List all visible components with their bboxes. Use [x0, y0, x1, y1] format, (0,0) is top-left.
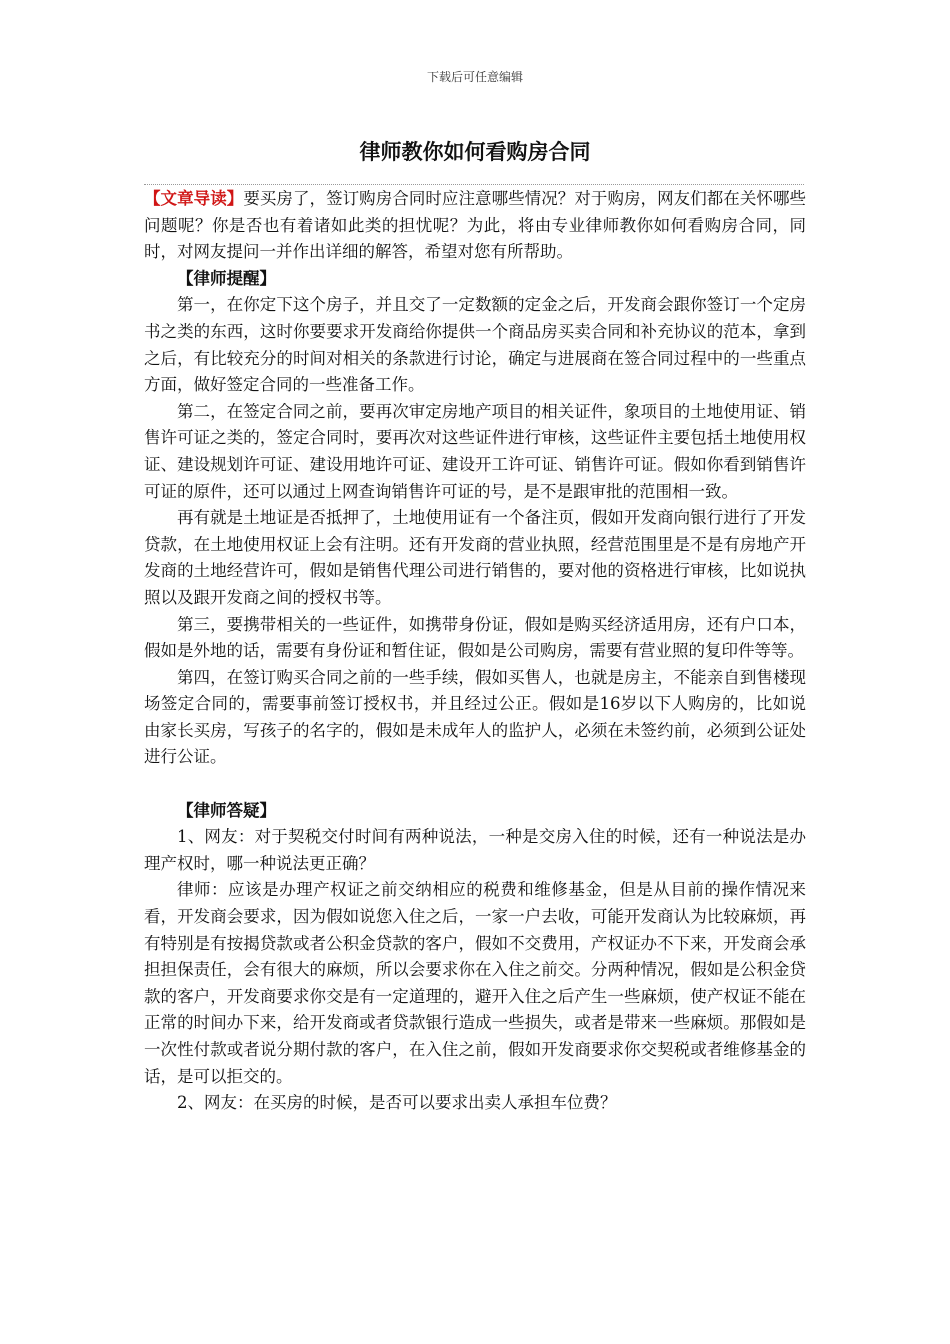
tip-paragraph: 第三，要携带相关的一些证件，如携带身份证，假如是购买经济适用房，还有户口本，假如是外地的话，需要有身份证和暂住证，假如是公司购房，需要有营业照的复印件等等。	[144, 614, 806, 661]
header-note: 下载后可任意编辑	[426, 70, 523, 84]
qa-paragraph: 2、网友：在买房的时候，是否可以要求出卖人承担车位费？	[177, 1093, 617, 1113]
article-body	[144, 186, 806, 1117]
tip-paragraph: 第四，在签订购买合同之前的一些手续，假如买售人，也就是房主，不能亲自到售楼现场签定合同的，需要事前签订授权书，并且经过公正。假如是16岁以下人购房的，比如说由家长买房，写孩子的名字的，假如是未成年人的监护人，必须在未签约前，必须到公证处进行公证。	[144, 667, 806, 767]
section-heading-qa: 【律师答疑】	[177, 800, 276, 820]
tip-paragraph: 再有就是土地证是否抵押了，土地使用证有一个备注页，假如开发商向银行进行了开发贷款，在土地使用权证上会有注明。还有开发商的营业执照，经营范围里是不是有房地产开发商的土地经营许可，假如是销售代理公司进行销售的，要对他的资格进行审核，比如说执照以及跟开发商之间的授权书等。	[144, 508, 806, 607]
section-heading-tips: 【律师提醒】	[177, 268, 276, 288]
tip-paragraph: 第二，在签定合同之前，要再次审定房地产项目的相关证件，象项目的土地使用证、销售许可证之类的，签定合同时，要再次对这些证件进行审核，这些证件主要包括土地使用权证、建设规划许可证、建设用地许可证、建设开工许可证、销售许可证。假如你看到销售许可证的原件，还可以通过上网查询销售许可证的号，是不是跟审批的范围相一致。	[144, 401, 806, 501]
qa-paragraph: 1、网友：对于契税交付时间有两种说法，一种是交房入住的时候，还有一种说法是办理产权时，哪一种说法更正确？	[144, 827, 806, 873]
intro-label: 【文章导读】	[144, 189, 244, 208]
intro-text: 要买房了，签订购房合同时应注意哪些情况？对于购房，网友们都在关怀哪些问题呢？你是否也有着诸如此类的担忧呢？为此，将由专业律师教你如何看购房合同，同时，对网友提问一并作出详细的解答，希望对您有所帮助。	[144, 189, 807, 262]
qa-paragraph: 律师：应该是办理产权证之前交纳相应的税费和维修基金，但是从目前的操作情况来看，开发商会要求，因为假如说您入住之后，一家一户去收，可能开发商认为比较麻烦，再有特别是有按揭贷款或者公积金贷款的客户，假如不交费用，产权证办不下来，开发商会承担担保责任，会有很大的麻烦，所以会要求你在入住之前交。分两种情况，假如是公积金贷款的客户，开发商要求你交是有一定道理的，避开入住之后产生一些麻烦，使产权证不能在正常的时间办下来，给开发商或者贷款银行造成一些损失，或者是带来一些麻烦。那假如是一次性付款或者说分期付款的客户，在入住之前，假如开发商要求你交契税或者维修基金的话，是可以拒交的。	[144, 880, 806, 1086]
section-spacer	[144, 771, 806, 798]
page-title: 律师教你如何看购房合同	[359, 140, 591, 164]
title-divider	[144, 184, 804, 185]
intro-paragraph	[144, 186, 806, 266]
tip-paragraph: 第一，在你定下这个房子，并且交了一定数额的定金之后，开发商会跟你签订一个定房书之类的东西，这时你要要求开发商给你提供一个商品房买卖合同和补充协议的范本，拿到之后，有比较充分的时间对相关的条款进行讨论，确定与进展商在签合同过程中的一些重点方面，做好签定合同的一些准备工作。	[144, 295, 806, 395]
